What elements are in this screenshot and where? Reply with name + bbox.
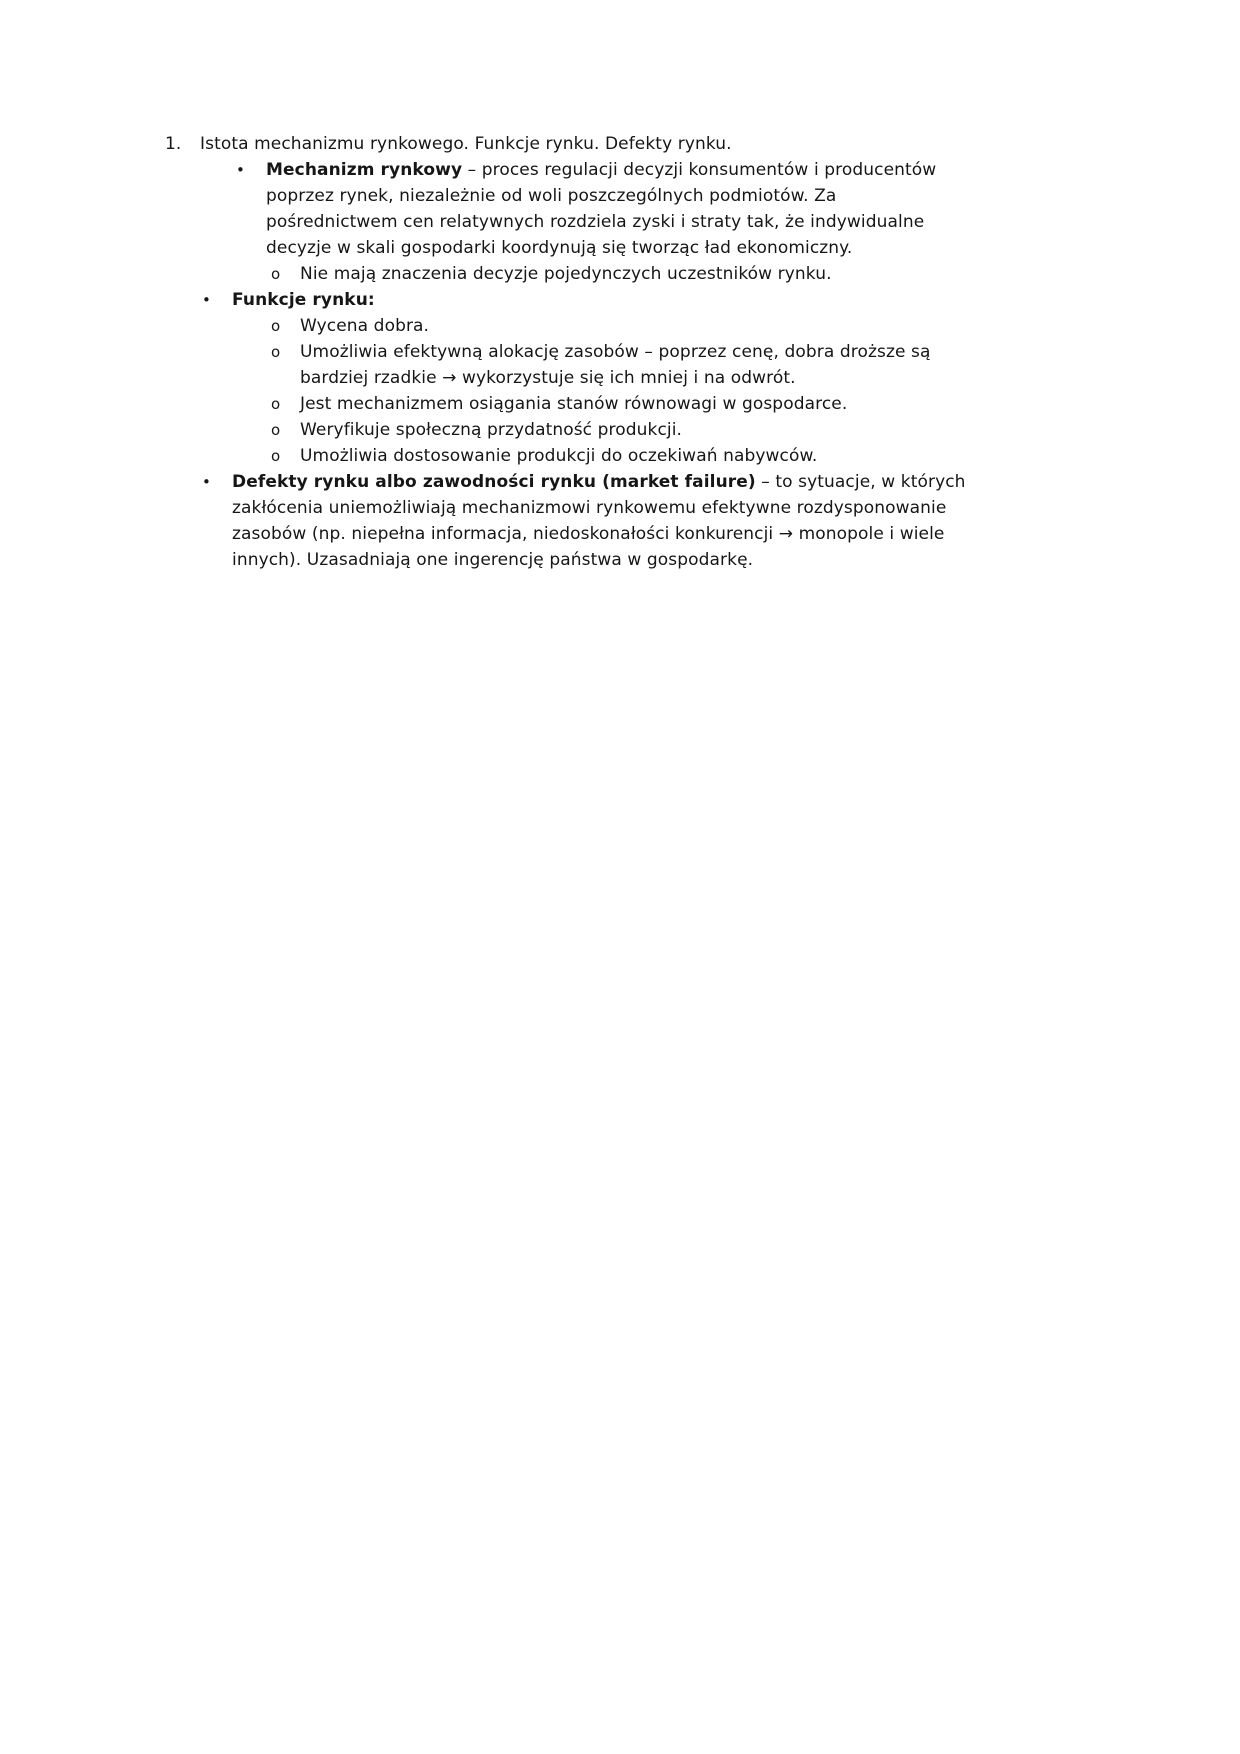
bullet-bold-label: Defekty rynku albo zawodności rynku (market failure): [232, 472, 756, 492]
sub-item-text: Umożliwia dostosowanie produkcji do oczekiwań nabywców.: [300, 446, 818, 466]
sub-item-funkcje-1: [271, 339, 970, 391]
bullet-item-mechanizm: [236, 157, 970, 261]
circle-bullet-icon: o: [271, 395, 281, 413]
sub-item-funkcje-0: [271, 313, 970, 339]
bullet-text: [266, 157, 970, 261]
sub-item-text: Nie mają znaczenia decyzje pojedynczych uczestników rynku.: [300, 264, 832, 284]
sub-item-text: Weryfikuje społeczną przydatność produkcji.: [300, 420, 683, 440]
sub-item-text: Wycena dobra.: [300, 316, 430, 336]
bullet-icon: •: [236, 161, 245, 179]
circle-bullet-icon: o: [271, 317, 281, 335]
sub-item-text: Umożliwia efektywną alokację zasobów – poprzez cenę, dobra droższe są bardziej rzadkie → wykorzystuje się ich mniej i na odwrót.: [300, 342, 931, 388]
bullet-text: [232, 469, 970, 573]
bullet-item-defekty: [202, 469, 970, 573]
sub-item-funkcje-4: [271, 443, 970, 469]
sub-item-text: Jest mechanizmem osiągania stanów równowagi w gospodarce.: [300, 394, 848, 414]
sub-item-funkcje-3: [271, 417, 970, 443]
numbered-heading: [165, 131, 970, 157]
sub-item-funkcje-2: [271, 391, 970, 417]
circle-bullet-icon: o: [271, 421, 281, 439]
list-number: 1.: [165, 134, 182, 154]
bullet-item-funkcje: [202, 287, 970, 313]
circle-bullet-icon: o: [271, 447, 281, 465]
bullet-bold-label: Funkcje rynku:: [232, 290, 375, 310]
circle-bullet-icon: o: [271, 265, 281, 283]
heading-text: Istota mechanizmu rynkowego. Funkcje rynku. Defekty rynku.: [200, 134, 732, 154]
bullet-icon: •: [202, 473, 211, 491]
bullet-body-text: – to sytuacje, w których zakłócenia uniemożliwiają mechanizmowi rynkowemu efektywne rozdysponowanie zasobów (np. niepełna informacja, niedoskonałości konkurencji → monopole i wiele innych). Uzasadniają one ingerencję państwa w gospodarkę.: [232, 472, 966, 570]
circle-bullet-icon: o: [271, 343, 281, 361]
sub-item-mechanizm-0: [271, 261, 970, 287]
bullet-bold-label: Mechanizm rynkowy: [266, 160, 463, 180]
bullet-icon: •: [202, 291, 211, 309]
bullet-body-text: – proces regulacji decyzji konsumentów i producentów poprzez rynek, niezależnie od woli poszczególnych podmiotów. Za pośrednictwem cen relatywnych rozdziela zyski i straty tak, że indywidualne decyzje w skali gospodarki koordynują się tworząc ład ekonomiczny.: [266, 160, 937, 258]
document-content: [165, 131, 970, 573]
